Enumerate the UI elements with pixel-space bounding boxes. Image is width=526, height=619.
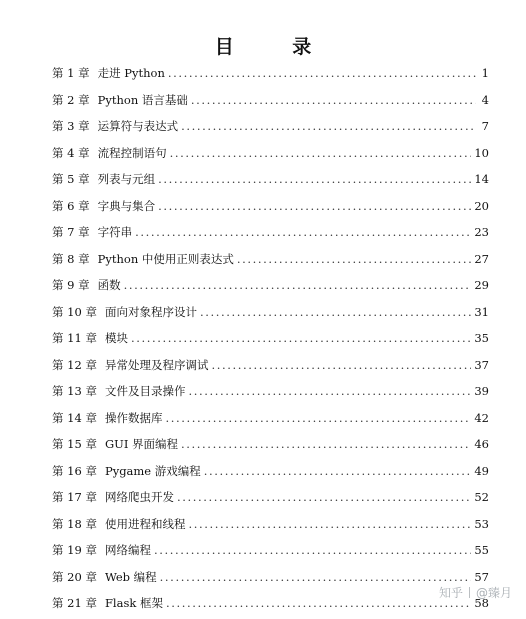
chapter-number: 第 7 章	[52, 225, 90, 239]
dot-leader	[135, 223, 471, 241]
page-number: 29	[474, 278, 489, 292]
toc-entry	[52, 488, 489, 515]
chapter-title: 列表与元组	[97, 172, 156, 186]
chapter-number: 第 16 章	[52, 463, 97, 478]
page-number: 39	[474, 384, 489, 398]
chapter-title: 异常处理及程序调试	[104, 357, 209, 372]
dot-leader	[168, 64, 476, 82]
chapter-number: 第 20 章	[52, 569, 97, 584]
dot-leader	[188, 382, 471, 400]
toc-entry	[52, 223, 489, 250]
page-title: 目 录	[214, 36, 338, 58]
dot-leader	[181, 117, 476, 135]
dot-leader	[131, 329, 471, 347]
toc-entry	[52, 594, 489, 619]
toc-entry	[52, 250, 489, 277]
chapter-title: 运算符与表达式	[97, 119, 179, 133]
chapter-number: 第 13 章	[52, 384, 97, 398]
chapter-title: 面向对象程序设计	[104, 304, 197, 319]
toc-entry	[52, 356, 489, 383]
page-number: 23	[474, 225, 489, 239]
chapter-number: 第 6 章	[52, 198, 90, 213]
toc-entry	[52, 409, 489, 436]
page-number: 7	[481, 119, 489, 133]
toc-entry	[52, 329, 489, 356]
dot-leader	[170, 144, 472, 162]
chapter-number: 第 9 章	[52, 278, 90, 292]
chapter-number: 第 11 章	[52, 331, 97, 345]
chapter-number: 第 2 章	[52, 92, 90, 107]
page-number: 35	[474, 331, 489, 345]
toc-entry	[52, 197, 489, 224]
page-number: 46	[474, 437, 489, 451]
chapter-title: Python 语言基础	[97, 92, 188, 107]
chapter-title: 使用进程和线程	[104, 516, 186, 531]
dot-leader	[160, 568, 472, 586]
toc-entry	[52, 170, 489, 197]
chapter-number: 第 12 章	[52, 357, 97, 372]
toc-entry	[52, 541, 489, 568]
chapter-title: Python 中使用正则表达式	[97, 251, 234, 266]
dot-leader	[154, 541, 471, 559]
chapter-title: 函数	[97, 278, 121, 292]
page-number: 10	[474, 145, 489, 160]
chapter-title: 操作数据库	[104, 410, 163, 425]
page-number: 52	[474, 490, 489, 504]
page-number: 37	[474, 357, 489, 372]
chapter-number: 第 8 章	[52, 251, 90, 266]
toc-entry	[52, 91, 489, 118]
toc-entry	[52, 382, 489, 409]
page-number: 4	[481, 92, 489, 107]
toc-entry	[52, 515, 489, 542]
page-number: 55	[474, 543, 489, 557]
chapter-title: 文件及目录操作	[104, 384, 186, 398]
toc-entry	[52, 117, 489, 144]
chapter-title: 流程控制语句	[97, 145, 167, 160]
chapter-number: 第 18 章	[52, 516, 97, 531]
toc-entry	[52, 568, 489, 595]
page-number: 49	[474, 463, 489, 478]
table-of-contents	[52, 64, 489, 619]
chapter-number: 第 14 章	[52, 410, 97, 425]
toc-entry	[52, 303, 489, 330]
toc-entry	[52, 276, 489, 303]
toc-entry	[52, 435, 489, 462]
dot-leader	[200, 303, 471, 321]
chapter-number: 第 4 章	[52, 145, 90, 160]
chapter-title: 模块	[104, 331, 128, 345]
page-number: 31	[474, 304, 489, 319]
dot-leader	[211, 356, 471, 374]
page-number: 27	[474, 251, 489, 266]
dot-leader	[237, 250, 471, 268]
chapter-title: Flask 框架	[104, 596, 163, 610]
watermark-user: @臻月	[475, 586, 512, 600]
watermark-site: 知乎	[438, 586, 463, 600]
page-number: 58	[474, 596, 489, 610]
page-number: 20	[474, 198, 489, 213]
dot-leader	[158, 170, 471, 188]
chapter-title: 网络爬虫开发	[104, 490, 174, 504]
toc-entry	[52, 144, 489, 171]
page-number: 53	[474, 516, 489, 531]
chapter-number: 第 5 章	[52, 172, 90, 186]
dot-leader	[204, 462, 472, 480]
chapter-title: 网络编程	[104, 543, 151, 557]
chapter-number: 第 15 章	[52, 437, 97, 451]
dot-leader	[124, 276, 472, 294]
dot-leader	[158, 197, 471, 215]
chapter-title: GUI 界面编程	[104, 437, 179, 451]
dot-leader	[166, 594, 471, 612]
dot-leader	[177, 488, 471, 506]
page-number: 1	[481, 66, 489, 80]
dot-leader	[165, 409, 471, 427]
chapter-title: Web 编程	[104, 569, 157, 584]
toc-entry	[52, 462, 489, 489]
chapter-title: Pygame 游戏编程	[104, 463, 201, 478]
toc-entry	[52, 64, 489, 91]
chapter-title: 字符串	[97, 225, 133, 239]
page-number: 14	[474, 172, 489, 186]
chapter-number: 第 3 章	[52, 119, 90, 133]
dot-leader	[191, 91, 476, 109]
chapter-number: 第 10 章	[52, 304, 97, 319]
chapter-title: 字典与集合	[97, 198, 156, 213]
chapter-number: 第 19 章	[52, 543, 97, 557]
page-number: 42	[474, 410, 489, 425]
chapter-number: 第 1 章	[52, 66, 90, 80]
dot-leader	[181, 435, 471, 453]
chapter-number: 第 21 章	[52, 596, 97, 610]
page-number: 57	[474, 569, 489, 584]
dot-leader	[188, 515, 471, 533]
chapter-number: 第 17 章	[52, 490, 97, 504]
chapter-title: 走进 Python	[97, 66, 165, 80]
